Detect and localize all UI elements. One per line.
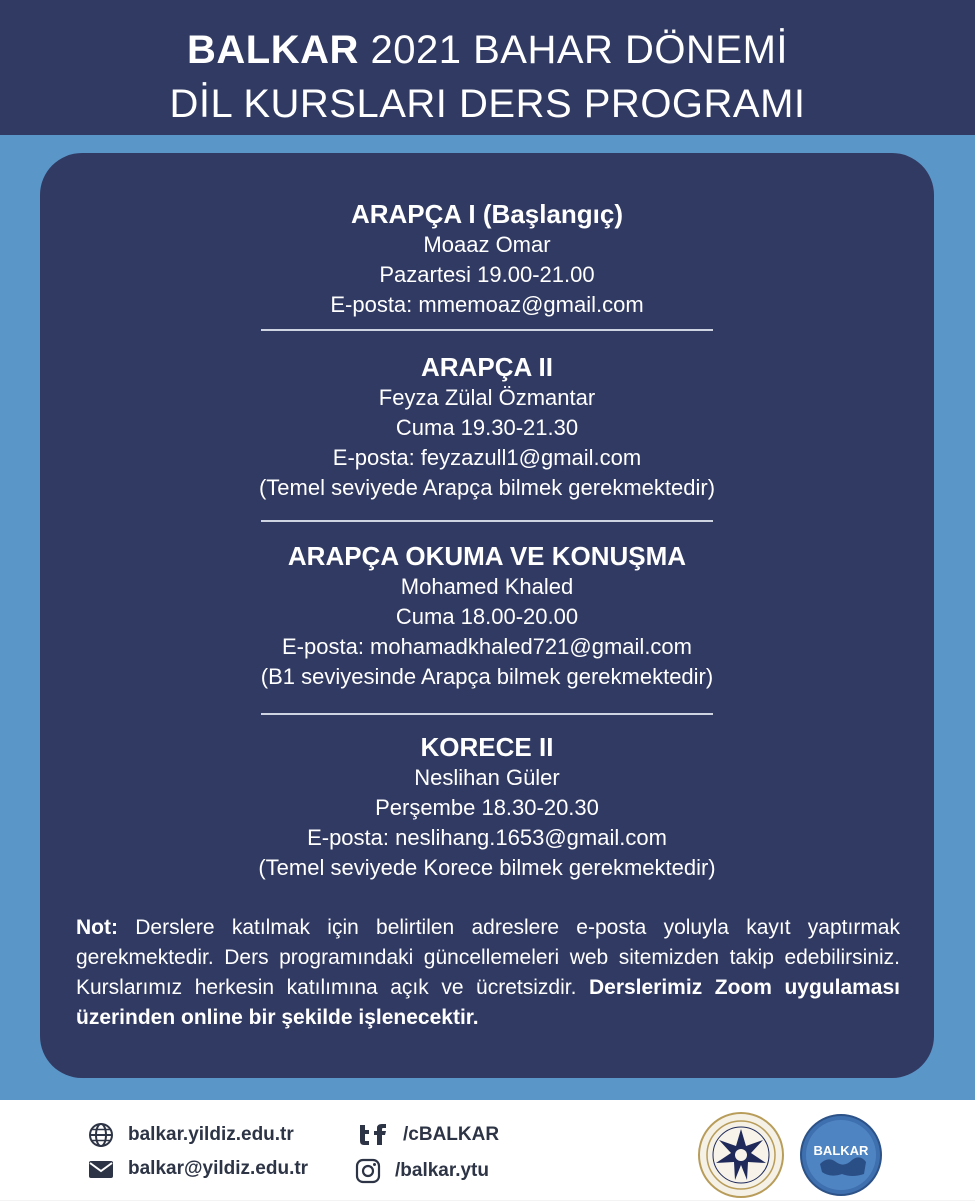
- footer: [0, 1100, 975, 1200]
- course-teacher: Neslihan Güler: [414, 765, 560, 790]
- course-email[interactable]: E-posta: feyzazull1@gmail.com: [332, 445, 642, 470]
- course-teacher: Mohamed Khaled: [400, 574, 574, 599]
- note-text: Derslere katılmak için belirtilen adreslere e-posta yoluyla kayıt yaptırmak gerekmektedir. Ders programındaki güncellemeleri web sitemizden takip edebilirsiniz. Kurslarımız herkesin katılımına açık ve ücretsizdir.: [76, 916, 900, 999]
- course-email[interactable]: E-posta: mmemoaz@gmail.com: [330, 292, 644, 317]
- course-title: ARAPÇA OKUMA VE KONUŞMA: [287, 541, 687, 571]
- course-title: ARAPÇA II: [421, 352, 553, 382]
- course-email[interactable]: E-posta: neslihang.1653@gmail.com: [307, 825, 667, 850]
- divider: [261, 520, 713, 522]
- note-label: Not:: [76, 916, 118, 939]
- course-block: [40, 198, 934, 320]
- course-schedule: Pazartesi 19.00-21.00: [379, 262, 595, 287]
- course-block: [40, 731, 934, 883]
- course-requirement: (Temel seviyede Korece bilmek gerekmektedir): [258, 855, 716, 880]
- brand-name: BALKAR: [186, 28, 359, 72]
- website-link[interactable]: [88, 1122, 294, 1148]
- course-block: [40, 351, 934, 503]
- course-requirement: (Temel seviyede Arapça bilmek gerekmektedir): [258, 475, 716, 500]
- balkar-logo: [800, 1114, 882, 1196]
- website-text: balkar.yildiz.edu.tr: [128, 1124, 294, 1145]
- title-line-1: [0, 28, 975, 73]
- twitter-facebook-icon: [355, 1122, 389, 1148]
- course-block: [40, 540, 934, 692]
- course-title: KORECE II: [420, 732, 554, 762]
- instagram-icon: [355, 1158, 381, 1184]
- schedule-card: [40, 153, 934, 1078]
- social-twitter-facebook-link[interactable]: [355, 1122, 499, 1148]
- envelope-icon: [88, 1158, 114, 1180]
- divider: [261, 329, 713, 331]
- course-teacher: Moaaz Omar: [423, 232, 551, 257]
- twitter-facebook-text: /cBALKAR: [403, 1124, 500, 1145]
- course-teacher: Feyza Zülal Özmantar: [378, 385, 596, 410]
- email-text: balkar@yildiz.edu.tr: [128, 1158, 309, 1179]
- instagram-link[interactable]: [355, 1158, 489, 1184]
- instagram-text: /balkar.ytu: [395, 1160, 489, 1181]
- star-emblem-icon: [700, 1114, 782, 1196]
- course-schedule: Cuma 18.00-20.00: [395, 604, 579, 629]
- course-title: ARAPÇA I (Başlangıç): [350, 199, 624, 229]
- course-schedule: Perşembe 18.30-20.30: [375, 795, 599, 820]
- header: [0, 0, 975, 135]
- course-schedule: Cuma 19.30-21.30: [395, 415, 579, 440]
- note-paragraph: [76, 913, 900, 1033]
- title-term: 2021 BAHAR DÖNEMİ: [370, 28, 789, 72]
- title-line-2: DİL KURSLARI DERS PROGRAMI: [169, 82, 806, 126]
- course-email[interactable]: E-posta: mohamadkhaled721@gmail.com: [282, 634, 692, 659]
- divider: [261, 713, 713, 715]
- globe-icon: [88, 1122, 114, 1148]
- balkar-logo-text: BALKAR: [813, 1143, 869, 1158]
- email-link[interactable]: [88, 1158, 308, 1180]
- university-seal-logo: [698, 1112, 784, 1198]
- course-requirement: (B1 seviyesinde Arapça bilmek gerekmektedir): [260, 664, 714, 689]
- note-bold-text: Derslerimiz Zoom uygulaması üzerinden online bir şekilde işlenecektir.: [76, 976, 900, 1029]
